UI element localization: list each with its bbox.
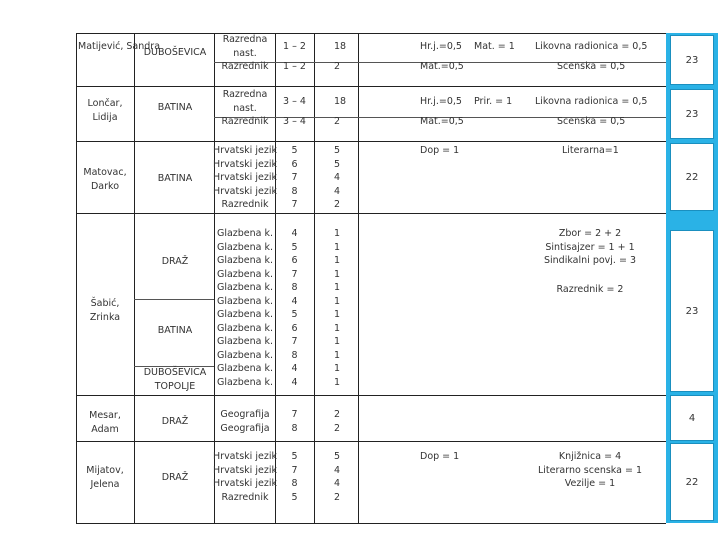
subject-list: Hrvatski jezik Hrvatski jezik Hrvatski jezik Razrednik xyxy=(213,451,277,503)
grid-line xyxy=(358,33,359,523)
subject-cell: Razrednik xyxy=(221,61,269,72)
location: BATINA xyxy=(157,102,193,113)
hours-cell: 18 xyxy=(334,96,347,107)
total-value: 23 xyxy=(685,54,699,66)
grade-cell: 1 – 2 xyxy=(283,41,306,52)
location: BATINA xyxy=(157,325,193,336)
grade-list: 7 8 xyxy=(291,409,298,434)
total-box xyxy=(670,443,714,521)
location: DRAŽ xyxy=(161,472,189,483)
hours-list: 2 2 xyxy=(334,409,341,434)
total-value: 4 xyxy=(688,412,696,424)
subject-list: Geografija Geografija xyxy=(220,409,270,434)
grid-line xyxy=(314,33,315,523)
total-value: 23 xyxy=(685,305,699,317)
note-text: Razrednik = 2 xyxy=(556,284,624,295)
location: DRAŽ xyxy=(161,256,189,267)
subject-cell: Razrednik xyxy=(221,116,269,127)
total-box xyxy=(670,230,714,392)
grade-list: 4 5 6 7 8 4 5 6 7 8 4 4 xyxy=(291,228,298,388)
total-value: 23 xyxy=(685,108,699,120)
grade-list: 5 6 7 8 7 xyxy=(291,145,298,210)
note-text: Dop = 1 xyxy=(420,451,460,462)
teacher-name: Mijatov, Jelena xyxy=(86,465,124,490)
hours-cell: 2 xyxy=(334,116,341,127)
note-text: Hr.j.=0,5 xyxy=(420,41,462,52)
location: BATINA xyxy=(157,173,193,184)
teacher-name: Matijević, Sandra xyxy=(78,41,161,52)
grade-list: 5 7 8 5 xyxy=(291,451,298,503)
hours-cell: 2 xyxy=(334,61,341,72)
grid-line xyxy=(76,86,666,87)
grade-cell: 3 – 4 xyxy=(283,96,306,107)
note-text: Mat.=0,5 xyxy=(420,116,464,127)
teacher-name: Šabić, Zrinka xyxy=(89,298,121,323)
note-list: Knjižnica = 4 Literarno scenska = 1 Vezilje = 1 xyxy=(537,451,642,489)
grid-line xyxy=(134,299,214,300)
total-box xyxy=(670,89,714,139)
subject-cell: Razredna nast. xyxy=(222,34,268,59)
grid-line xyxy=(76,213,666,214)
total-value: 22 xyxy=(685,171,699,183)
note-text: Hr.j.=0,5 xyxy=(420,96,462,107)
total-box xyxy=(670,143,714,211)
teacher-name: Lončar, Lidija xyxy=(87,98,123,123)
grid-line xyxy=(76,141,666,142)
grade-cell: 1 – 2 xyxy=(283,61,306,72)
grid-line xyxy=(76,441,666,442)
location: DRAŽ xyxy=(161,416,189,427)
total-value: 22 xyxy=(685,476,699,488)
total-box xyxy=(670,35,714,85)
hours-list: 5 4 4 2 xyxy=(334,451,341,503)
subject-list: Glazbena k. Glazbena k. Glazbena k. Glazbena k. Glazbena k. Glazbena k. Glazbena k. Glazbena k. Glazbena k. Glazbena k. Glazbena k. Glazbena k. xyxy=(216,228,274,388)
note-text: Mat.=0,5 xyxy=(420,61,464,72)
hours-list: 5 5 4 4 2 xyxy=(334,145,341,210)
grid-line xyxy=(76,395,666,396)
hours-list: 1 1 1 1 1 1 1 1 1 1 1 1 xyxy=(334,228,341,388)
note-text: Dop = 1 xyxy=(420,145,460,156)
grade-cell: 3 – 4 xyxy=(283,116,306,127)
hours-cell: 18 xyxy=(334,41,347,52)
note-text: Likovna radionica = 0,5 xyxy=(535,96,648,107)
grid-line xyxy=(76,33,666,34)
note-text: Prir. = 1 xyxy=(474,96,513,107)
location: DUBOŠEVICA xyxy=(143,47,207,58)
subject-list: Hrvatski jezik Hrvatski jezik Hrvatski jezik Hrvatski jezik Razrednik xyxy=(213,145,277,210)
location: DUBOŠEVICA xyxy=(143,367,207,378)
note-text: Literarna=1 xyxy=(562,145,619,156)
note-text: Scenska = 0,5 xyxy=(557,61,626,72)
totals-column xyxy=(666,33,718,523)
note-list: Zbor = 2 + 2 Sintisajzer = 1 + 1 Sindikalni povj. = 3 xyxy=(543,228,636,266)
note-text: Likovna radionica = 0,5 xyxy=(535,41,648,52)
total-box xyxy=(670,395,714,441)
note-text: Scenska = 0,5 xyxy=(557,116,626,127)
teacher-name: Matovac, Darko xyxy=(83,167,127,192)
subject-cell: Razredna nast. xyxy=(222,89,268,114)
location: TOPOLJE xyxy=(154,381,196,392)
teacher-name: Mesar, Adam xyxy=(89,410,121,435)
grid-line xyxy=(76,33,77,523)
grid-line xyxy=(76,523,666,524)
note-text: Mat. = 1 xyxy=(474,41,515,52)
